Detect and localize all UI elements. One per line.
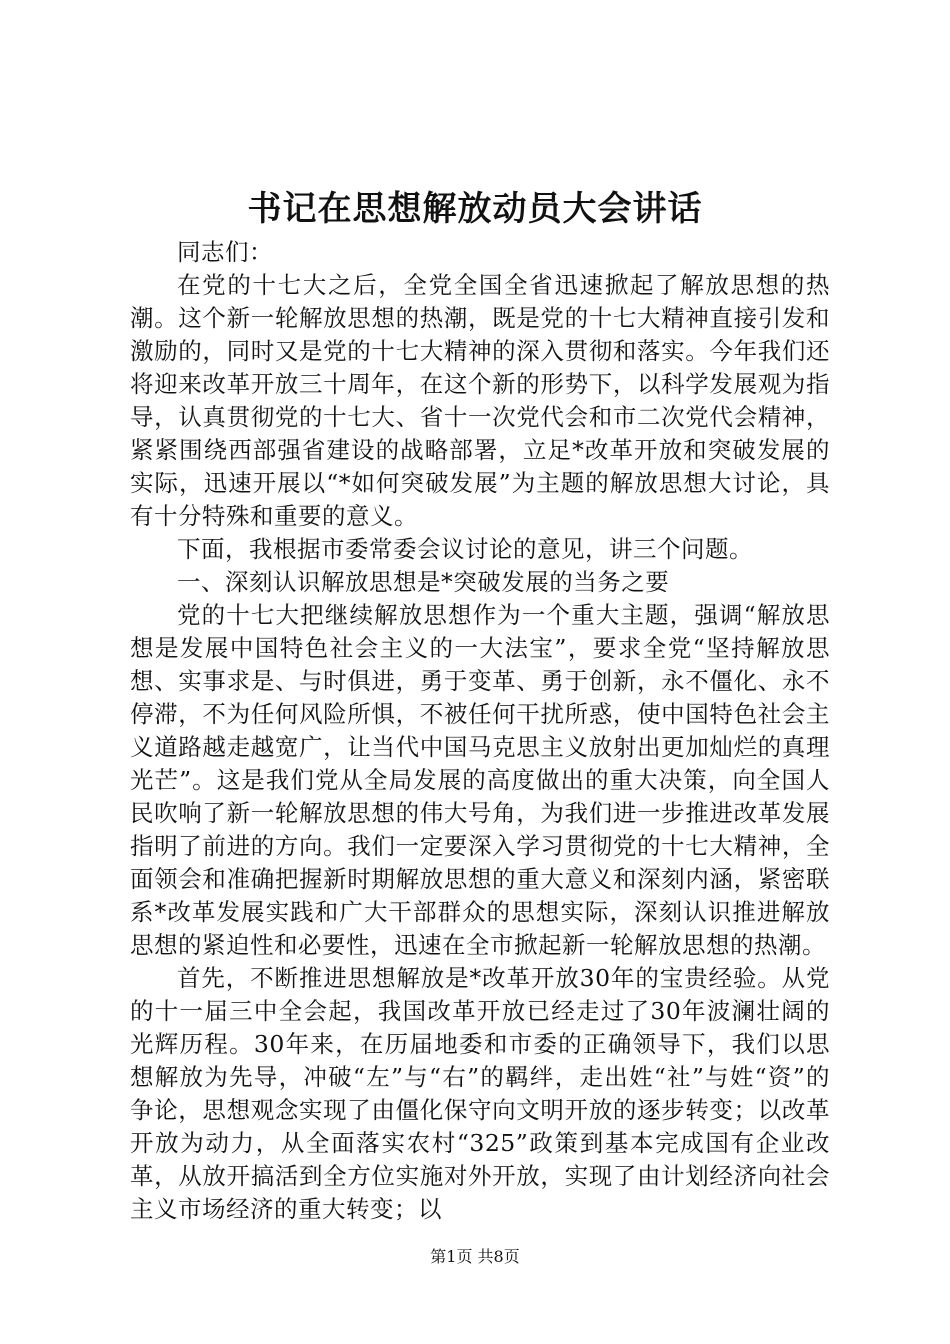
page-number-footer: 第1页 共8页 — [430, 1247, 520, 1266]
section-heading: 一、深刻认识解放思想是*突破发展的当务之要 — [177, 568, 670, 596]
body-paragraph: 党的十七大把继续解放思想作为一个重大主题，强调“解放思想是发展中国特色社会主义的一大法宝”，要求全党“坚持解放思想、实事求是、与时俱进，勇于变革、勇于创新，永不僵化、永不停滞，不为任何风险所惧，不被任何干扰所惑，使中国特色社会主义道路越走越宽广，让当代中国马克思主义放射出更加灿烂的真理光芒”。这是我们党从全局发展的高度做出的重大决策，向全国人民吹响了新一轮解放思想的伟大号角，为我们进一步推进改革发展指明了前进的方向。我们一定要深入学习贯彻党的十七大精神，全面领会和准确把握新时期解放思想的重大意义和深刻内涵，紧密联系*改革发展实践和广大干部群众的思想实际，深刻认识推进解放思想的紧迫性和必要性，迅速在全市掀起新一轮解放思想的热潮。 — [130, 601, 830, 959]
document-body — [130, 236, 830, 1226]
body-paragraph: 在党的十七大之后，全党全国全省迅速掀起了解放思想的热潮。这个新一轮解放思想的热潮，既是党的十七大精神直接引发和激励的，同时又是党的十七大精神的深入贯彻和落实。今年我们还将迎来改革开放三十周年，在这个新的形势下，以科学发展观为指导，认真贯彻党的十七大、省十一次党代会和市二次党代会精神，紧紧围绕西部强省建设的战略部署，立足*改革开放和突破发展的实际，迅速开展以“*如何突破发展”为主题的解放思想大讨论，具有十分特殊和重要的意义。 — [130, 271, 830, 530]
document-title: 书记在思想解放动员大会讲话 — [247, 189, 703, 229]
body-paragraph: 首先，不断推进思想解放是*改革开放30年的宝贵经验。从党的十一届三中全会起，我国改革开放已经走过了30年波澜壮阔的光辉历程。30年来，在历届地委和市委的正确领导下，我们以思想解放为先导，冲破“左”与“右”的羁绊，走出姓“社”与姓“资”的争论，思想观念实现了由僵化保守向文明开放的逐步转变；以改革开放为动力，从全面落实农村“325”政策到基本完成国有企业改革，从放开搞活到全方位实施对外开放，实现了由计划经济向社会主义市场经济的重大转变；以 — [130, 964, 830, 1223]
body-paragraph: 下面，我根据市委常委会议讨论的意见，讲三个问题。 — [177, 535, 753, 563]
salutation-paragraph: 同志们： — [177, 238, 273, 266]
